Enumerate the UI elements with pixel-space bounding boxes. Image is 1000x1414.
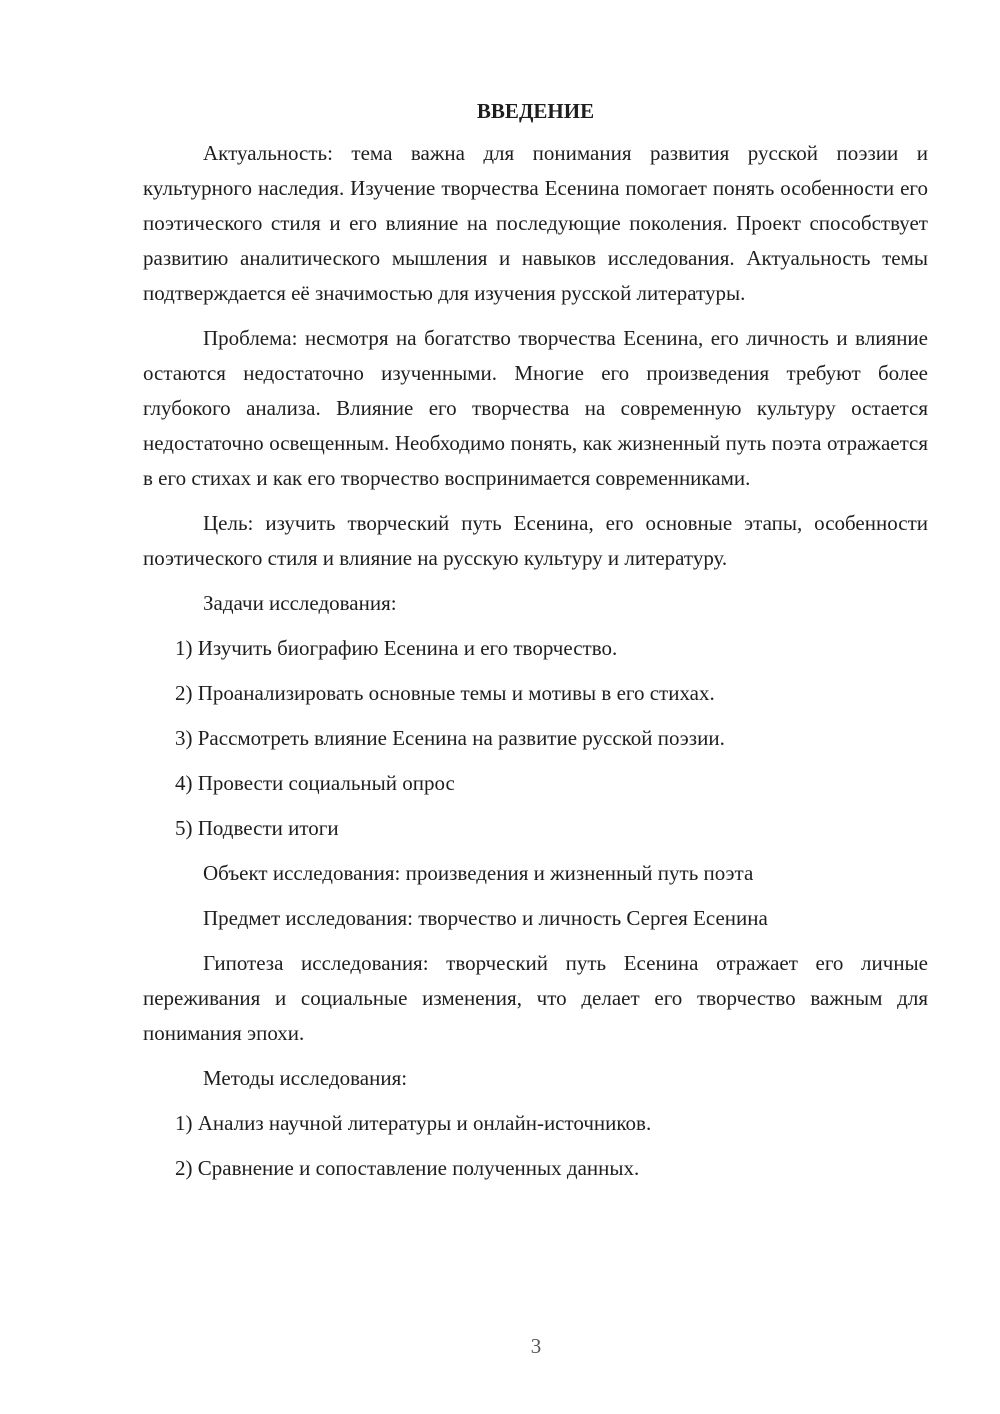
task-item: 3) Рассмотреть влияние Есенина на развитие русской поэзии. [175,726,725,750]
methods-heading: Методы исследования: [203,1066,408,1090]
task-item: 5) Подвести итоги [175,816,339,840]
problem-paragraph: Проблема: несмотря на богатство творчества Есенина, его личность и влияние остаются недостаточно изученными. Многие его произведения требуют более глубокого анализа. Влияние его творчества на современную культуру остается недостаточно освещенным. Необходимо понять, как жизненный путь поэта отражается в его стихах и как его творчество воспринимается современниками. [143,326,928,490]
goal-paragraph: Цель: изучить творческий путь Есенина, его основные этапы, особенности поэтического стиля и влияние на русскую культуру и литературу. [143,511,928,570]
method-item: 2) Сравнение и сопоставление полученных данных. [175,1156,640,1180]
task-item: 2) Проанализировать основные темы и мотивы в его стихах. [175,681,715,705]
relevance-paragraph: Актуальность: тема важна для понимания развития русской поэзии и культурного наследия. Изучение творчества Есенина помогает понять особенности его поэтического стиля и его влияние на последующие поколения. Проект способствует развитию аналитического мышления и навыков исследования. Актуальность темы подтверждается её значимостью для изучения русской литературы. [143,141,928,305]
subject-line: Предмет исследования: творчество и личность Сергея Есенина [203,906,768,930]
hypothesis-paragraph: Гипотеза исследования: творческий путь Есенина отражает его личные переживания и социальные изменения, что делает его творчество важным для понимания эпохи. [143,951,928,1045]
page-number: 3 [530,1334,542,1358]
method-item: 1) Анализ научной литературы и онлайн-источников. [175,1111,652,1135]
tasks-heading: Задачи исследования: [203,591,397,615]
task-item: 4) Провести социальный опрос [175,771,455,795]
document-page [143,96,928,1196]
task-item: 1) Изучить биографию Есенина и его творчество. [175,636,618,660]
object-line: Объект исследования: произведения и жизненный путь поэта [203,861,754,885]
section-heading: ВВЕДЕНИЕ [476,99,595,123]
